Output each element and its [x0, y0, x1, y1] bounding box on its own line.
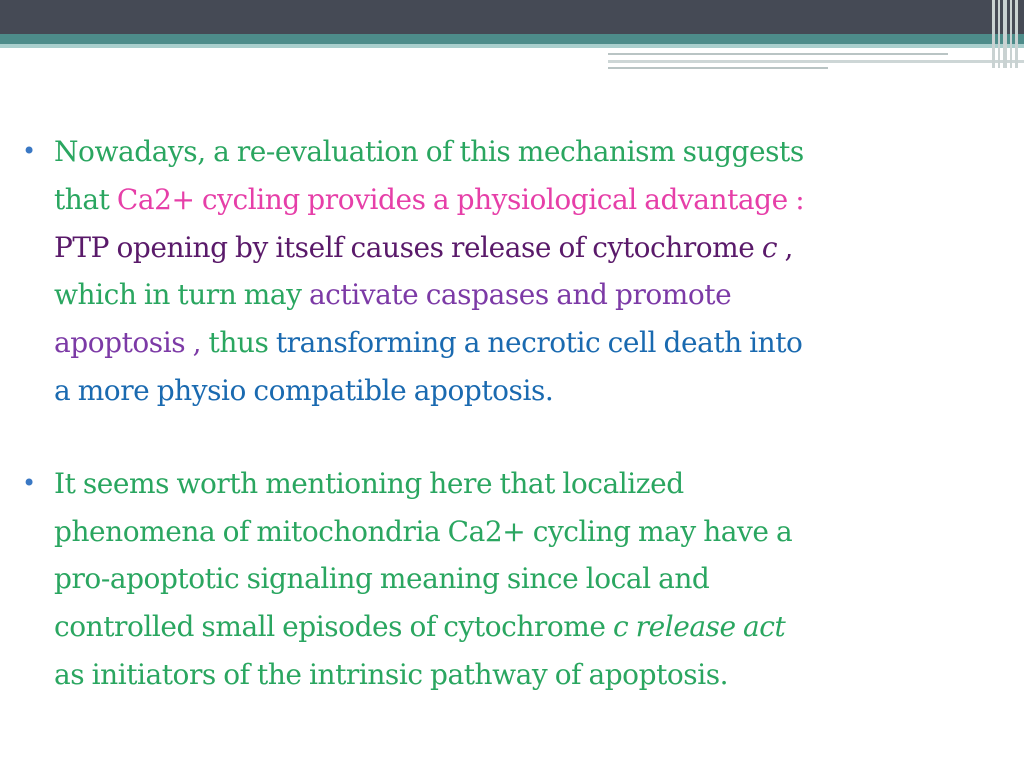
text-line	[54, 460, 1014, 508]
text-run: as initiators of the intrinsic pathway of apoptosis.	[54, 657, 729, 691]
text-run: thus	[208, 326, 276, 360]
header-dark-bar	[0, 0, 1024, 34]
text-line	[54, 128, 1014, 176]
text-run: It seems worth mentioning here that localized	[54, 466, 684, 500]
text-run: a more physio compatible apoptosis.	[54, 373, 554, 407]
text-run: which in turn may	[54, 278, 309, 312]
header-vertical-stripes	[990, 0, 1024, 68]
text-run: controlled small episodes of cytochrome	[54, 610, 613, 644]
bullet-marker: •	[22, 468, 36, 497]
text-line	[54, 508, 1014, 556]
slide-body	[22, 128, 1014, 699]
bullet-paragraph	[22, 460, 1014, 699]
header-accent-line	[608, 67, 828, 69]
header-accent-line	[608, 53, 948, 55]
text-run: that	[54, 182, 117, 216]
text-run: Ca2+ cycling provides a physiological advantage :	[116, 182, 805, 216]
text-run: c release act	[612, 610, 786, 644]
text-line	[54, 271, 1014, 319]
text-line	[54, 224, 1014, 272]
bullet-marker: •	[22, 137, 36, 165]
text-run: transforming a necrotic cell death into	[275, 326, 803, 360]
text-line	[54, 176, 1014, 224]
text-run: Nowadays, a re-evaluation of this mechanism suggests	[54, 135, 804, 168]
bullet-paragraph	[22, 128, 1014, 415]
text-line	[54, 651, 1014, 699]
header-accent-line	[608, 60, 1024, 63]
text-line	[54, 367, 1014, 415]
text-run: apoptosis ,	[54, 326, 209, 360]
text-line	[54, 319, 1014, 367]
text-line	[54, 555, 1014, 603]
text-run: ,	[777, 230, 793, 264]
header-teal-highlight	[0, 44, 1024, 48]
text-run: PTP opening by itself causes release of cytochrome	[54, 230, 762, 264]
text-run: phenomena of mitochondria Ca2+ cycling may have a	[54, 514, 793, 548]
text-run: c	[761, 230, 778, 264]
text-run: activate caspases and promote	[308, 278, 732, 312]
text-line	[54, 603, 1014, 651]
header-teal-band	[0, 34, 1024, 44]
text-run: pro-apoptotic signaling meaning since local and	[54, 562, 710, 596]
